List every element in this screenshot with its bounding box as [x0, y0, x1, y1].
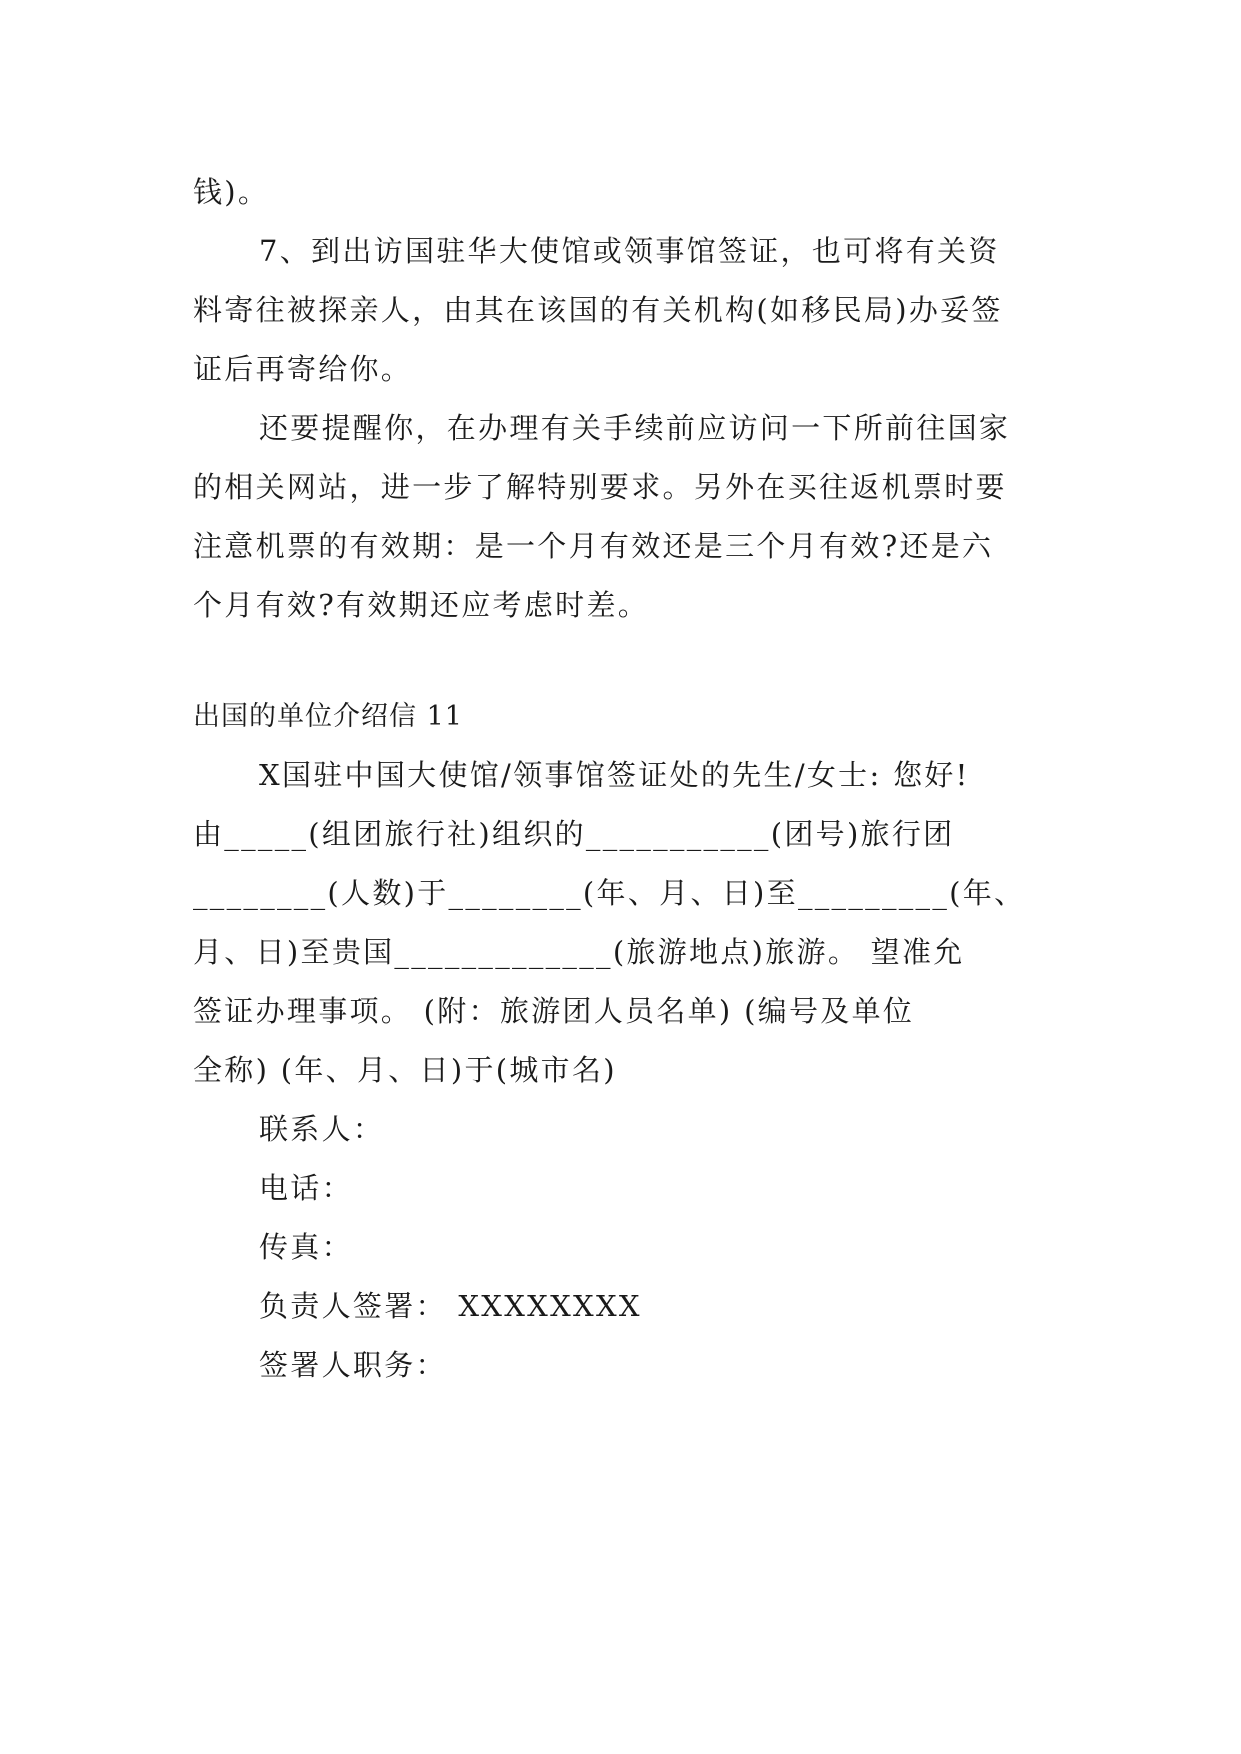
- section-gap: [193, 635, 1053, 687]
- paragraph-line: 还要提醒你，在办理有关手续前应访问一下所前往国家: [259, 411, 1011, 445]
- letter-line: 全称) (年、月、日)于(城市名): [193, 1053, 617, 1087]
- letter-line: ________(人数)于________(年、月、日)至_________(年、: [193, 876, 1026, 910]
- letter-line: 月、日)至贵国_____________(旅游地点)旅游。 望准允: [193, 935, 965, 969]
- letter-line: 由_____(组团旅行社)组织的___________(团号)旅行团: [193, 817, 955, 851]
- letter-title: 出国的单位介绍信 11: [193, 701, 463, 732]
- paragraph-line: 7、到出访国驻华大使馆或领事馆签证，也可将有关资: [259, 234, 1000, 268]
- letter-line: X国驻中国大使馆/领事馆签证处的先生/女士: 您好!: [259, 758, 970, 792]
- fax-field: 传真：: [259, 1230, 353, 1264]
- paragraph-line: 注意机票的有效期：是一个月有效还是三个月有效?还是六: [193, 529, 994, 563]
- contact-field: 联系人：: [259, 1112, 385, 1146]
- document-page: [193, 163, 1053, 1395]
- phone-field: 电话：: [259, 1171, 353, 1205]
- paragraph-line: 钱)。: [193, 175, 270, 209]
- paragraph-line: 料寄往被探亲人，由其在该国的有关机构(如移民局)办妥签: [193, 293, 1003, 327]
- letter-line: 签证办理事项。 (附：旅游团人员名单) (编号及单位: [193, 994, 915, 1028]
- paragraph-line: 的相关网站，进一步了解特别要求。另外在买往返机票时要: [193, 470, 1007, 504]
- paragraph-line: 证后再寄给你。: [193, 352, 413, 386]
- signer-title-field: 签署人职务：: [259, 1348, 447, 1382]
- signature-field: 负责人签署： XXXXXXXX: [259, 1289, 642, 1323]
- paragraph-line: 个月有效?有效期还应考虑时差。: [193, 588, 650, 622]
